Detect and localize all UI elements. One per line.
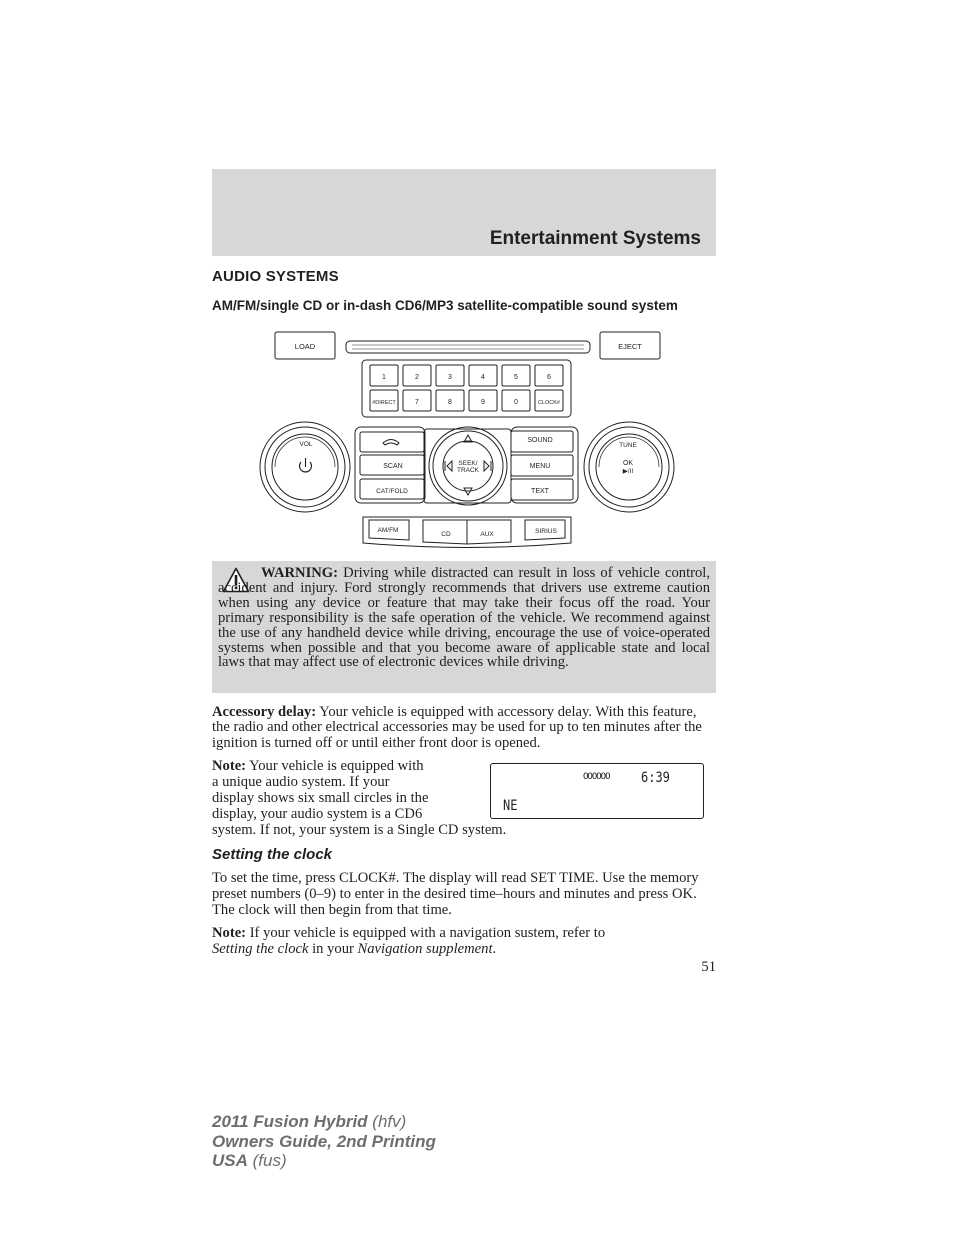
tune-label: TUNE [619,442,637,449]
phone-icon [383,440,399,446]
preset-button-presets-1[interactable] [403,365,431,386]
tune-ok-knob[interactable] [584,422,674,512]
cd-button[interactable] [423,520,467,544]
footer-model-code: (hfv) [367,1112,407,1131]
note2-end: . [492,941,497,957]
sirius-label: SIRIUS [535,528,557,535]
preset-button-presets-row2-3[interactable] [469,390,497,411]
preset-button-presets-3[interactable] [469,365,497,386]
preset-label: 4 [481,374,485,381]
section-title: Entertainment Systems [489,228,701,249]
am-fm-label: AM/FM [377,527,399,534]
note2-ref-setting-clock: Setting the clock [212,941,309,957]
header-band [212,169,716,256]
preset-button-presets-0[interactable] [370,365,398,386]
note1-line2: a unique audio system. If your [212,774,390,790]
preset-button-presets-2[interactable] [436,365,464,386]
preset-label: 3 [448,374,452,381]
seek-track-button[interactable] [429,427,507,505]
footer-region: USA [212,1151,248,1170]
accessory-body: Your vehicle is equipped with accessory delay. With this feature, the radio and other electrical accessories may be used for up to ten minutes after the ignition is turned off or until either front door is opened. [212,704,702,751]
preset-button-presets-row2-0[interactable] [370,390,398,411]
volume-power-knob[interactable] [260,422,350,512]
sirius-button[interactable] [525,520,565,540]
preset-button-presets-row2-1[interactable] [403,390,431,411]
note2-lead: Note: [212,925,247,941]
preset-label: 1 [382,374,386,381]
preset-label: CLOCK# [537,400,561,406]
note1-line1: Your vehicle is equipped with [246,758,424,774]
cd6-circles-indicator: OOOOOO [583,772,610,782]
radio-display [490,763,704,819]
menu-label: MENU [529,463,551,470]
phone-button[interactable] [360,432,424,452]
warning-box [212,561,716,693]
note2-ref-navigation-supplement: Navigation supplement [357,941,493,957]
preset-button-presets-row2-4[interactable] [502,390,530,411]
footer-region-code: (fus) [247,1151,287,1170]
note2-body: If your vehicle is equipped with a navigation sustem, refer to [246,925,606,941]
page-number: 51 [701,959,716,975]
compass-readout: NE [503,796,518,814]
eject-label: EJECT [618,342,642,351]
track-label: TRACK [456,467,480,474]
setting-clock-paragraph: To set the time, press CLOCK#. The display will read SET TIME. Use the memory preset numbers (0–9) to enter in the desired time–hours and minutes and press OK. The clock will then begin from that time. [212,870,699,918]
preset-button-presets-5[interactable] [535,365,563,386]
preset-label: 6 [547,374,551,381]
heading-sound-system: AM/FM/single CD or in-dash CD6/MP3 satellite-compatible sound system [212,298,678,313]
preset-button-presets-row2-5[interactable] [535,390,563,411]
next-track-icon [484,461,491,471]
aux-label: AUX [480,531,494,538]
scan-button[interactable] [360,455,424,475]
preset-label: 9 [481,399,485,406]
cd-slot [346,341,590,353]
text-button[interactable] [511,479,573,500]
clock-readout: 6:39 [641,768,670,786]
ok-label: OK [622,460,634,467]
preset-button-presets-row2-2[interactable] [436,390,464,411]
cd-label: CD [441,531,451,538]
note-navigation-paragraph [212,925,716,957]
accessory-lead: Accessory delay: [212,704,317,720]
seek-label: SEEK/ [458,460,478,467]
cat-fold-label: CAT/FOLD [376,488,408,495]
preset-label: #DIRECT [372,400,396,406]
note2-mid: in your [308,941,358,957]
warning-lead: WARNING: [261,565,339,581]
sound-label: SOUND [527,437,553,444]
preset-label: 0 [514,399,518,406]
preset-button-presets-4[interactable] [502,365,530,386]
preset-label: 8 [448,399,452,406]
heading-audio-systems: AUDIO SYSTEMS [212,268,339,285]
am-fm-button[interactable] [369,520,409,540]
footer [212,1112,436,1171]
load-button[interactable] [275,332,335,359]
warning-text [218,566,710,670]
load-label: LOAD [294,342,316,351]
cat-fold-button[interactable] [360,479,424,499]
menu-button[interactable] [511,455,573,476]
scan-label: SCAN [383,463,403,470]
previous-track-icon [445,461,452,471]
text-label: TEXT [531,488,549,495]
footer-model: 2011 Fusion Hybrid [212,1112,368,1131]
preset-label: 7 [415,399,419,406]
note1-line5: system. If not, your system is a Single CD system. [212,822,507,838]
sound-button[interactable] [511,431,573,452]
footer-guide: Owners Guide, 2nd Printing [212,1131,436,1151]
audio-control-panel [255,328,680,552]
play-pause-label: ▶/II [622,468,634,475]
accessory-delay-paragraph [212,705,716,751]
preset-block [362,360,571,417]
note1-line3: display shows six small circles in the [212,790,429,806]
warning-body: Driving while distracted can result in loss of vehicle control, accident and injury. Ford strongly recommends that drivers use extreme caution when using any device or feature that may take their focus off the road. Your primary responsibility is the safe operation of the vehicle. We recommend against the use of any handheld device while driving, encourage the use of voice-operated systems when possible and that you become aware of applicable state and local laws that may affect use of electronic devices while driving. [218,565,710,671]
preset-label: 2 [415,374,419,381]
heading-setting-clock: Setting the clock [212,846,333,863]
aux-button[interactable] [467,520,511,544]
preset-label: 5 [514,374,518,381]
vol-label: VOL [299,441,313,448]
note1-line4: display, your audio system is a CD6 [212,806,423,822]
note1-lead: Note: [212,758,247,774]
eject-button[interactable] [600,332,660,359]
